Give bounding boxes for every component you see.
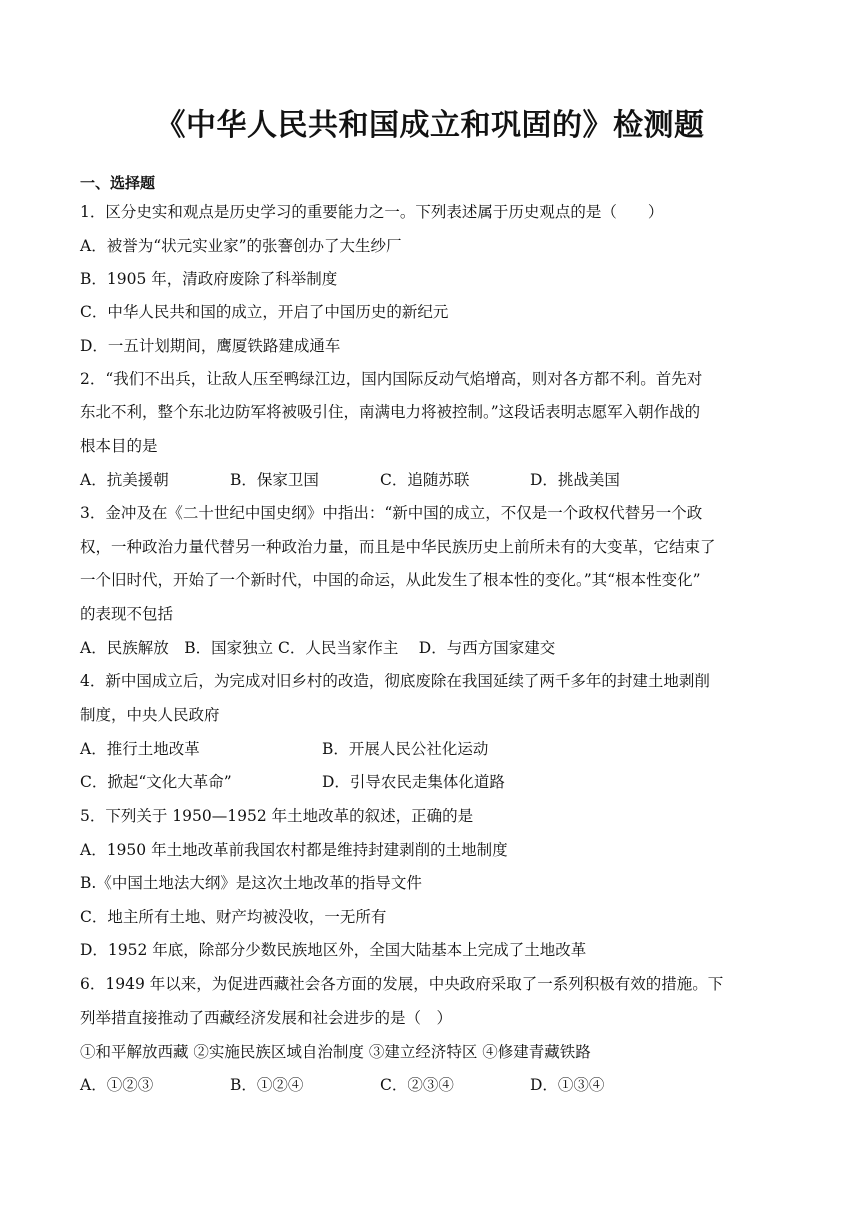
question-3-options: A．民族解放 B．国家独立 C．人民当家作主 D．与西方国家建交 [80,639,556,657]
question-6-stem-line-1: 6．1949 年以来，为促进西藏社会各方面的发展，中央政府采取了一系列积极有效的措施。下 [80,975,724,993]
section-heading: 一、选择题 [80,174,156,192]
question-2-option-c: C．追随苏联 [380,471,470,489]
question-4-stem-line-2: 制度，中央人民政府 [80,706,220,724]
question-6-option-a: A．①②③ [80,1076,154,1094]
question-2-stem-line-1: 2．“我们不出兵，让敌人压至鸭绿江边，国内国际反动气焰增高，则对各方都不利。首先对 [80,370,703,388]
page-title: 《中华人民共和国成立和巩固的》检测题 [155,108,705,143]
question-1-stem: 1．区分史实和观点是历史学习的重要能力之一。下列表述属于历史观点的是（ ） [80,203,664,221]
question-5-option-b: B.《中国土地法大纲》是这次土地改革的指导文件 [80,874,422,892]
question-2-options [80,468,620,492]
question-6-statements: ①和平解放西藏 ②实施民族区域自治制度 ③建立经济特区 ④修建青藏铁路 [80,1043,591,1061]
question-4-options-row-1 [80,737,488,761]
question-6-option-b: B．①②④ [230,1076,304,1094]
question-2-option-d: D．挑战美国 [530,471,620,489]
question-4-stem-line-1: 4．新中国成立后，为完成对旧乡村的改造，彻底废除在我国延续了两千多年的封建土地剥削 [80,672,710,690]
question-4-options-row-2 [80,770,505,794]
question-6-stem-line-2: 列举措直接推动了西藏经济发展和社会进步的是（ ） [80,1009,453,1027]
question-5-option-a: A．1950 年土地改革前我国农村都是维持封建剥削的土地制度 [80,841,508,859]
question-1-option-c: C．中华人民共和国的成立，开启了中国历史的新纪元 [80,303,449,321]
question-3-stem-line-1: 3．金冲及在《二十世纪中国史纲》中指出：“新中国的成立，不仅是一个政权代替另一个政 [80,504,703,522]
question-3-stem-line-3: 一个旧时代，开始了一个新时代，中国的命运，从此发生了根本性的变化。”其“根本性变化” [80,571,701,589]
question-5-stem: 5．下列关于 1950—1952 年土地改革的叙述，正确的是 [80,807,474,825]
question-2-stem-line-2: 东北不利，整个东北边防军将被吸引住，南满电力将被控制。”这段话表明志愿军入朝作战的 [80,403,701,421]
question-6-options [80,1073,604,1097]
question-2-option-b: B．保家卫国 [230,471,319,489]
question-5-option-d: D．1952 年底，除部分少数民族地区外，全国大陆基本上完成了土地改革 [80,941,587,959]
question-2-option-a: A．抗美援朝 [80,471,169,489]
question-3-stem-line-2: 权，一种政治力量代替另一种政治力量，而且是中华民族历史上前所未有的大变革，它结束了 [80,538,716,556]
question-4-option-a: A．推行土地改革 [80,740,200,758]
question-4-option-b: B．开展人民公社化运动 [322,740,489,758]
question-2-stem-line-3: 根本目的是 [80,437,158,455]
question-1-option-d: D．一五计划期间，鹰厦铁路建成通车 [80,337,341,355]
question-1-option-b: B．1905 年，清政府废除了科举制度 [80,270,338,288]
question-5-option-c: C．地主所有土地、财产均被没收，一无所有 [80,908,387,926]
question-6-option-d: D．①③④ [530,1076,605,1094]
question-4-option-c: C．掀起“文化大革命” [80,773,232,791]
question-4-option-d: D．引导农民走集体化道路 [322,773,505,791]
question-3-stem-line-4: 的表现不包括 [80,605,174,623]
question-6-option-c: C．②③④ [380,1076,454,1094]
question-1-option-a: A．被誉为“状元实业家”的张謇创办了大生纱厂 [80,237,402,255]
